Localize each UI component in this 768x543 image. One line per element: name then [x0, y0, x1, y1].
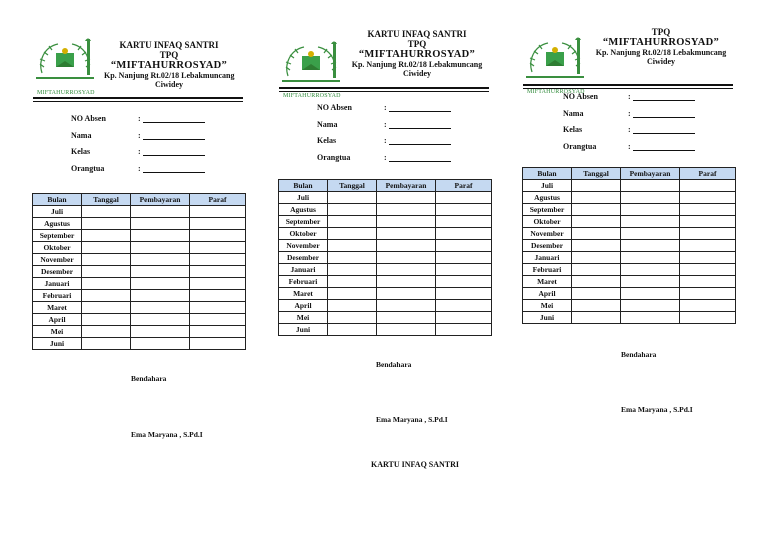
field-line[interactable]	[143, 122, 205, 123]
paraf-cell[interactable]	[680, 264, 736, 276]
col-bulan: Bulan	[279, 180, 328, 192]
pembayaran-cell[interactable]	[131, 242, 190, 254]
card-header	[348, 29, 486, 79]
table-row	[33, 290, 246, 302]
pembayaran-cell[interactable]	[621, 240, 680, 252]
paraf-cell[interactable]	[680, 240, 736, 252]
pembayaran-cell[interactable]	[131, 254, 190, 266]
table-row	[523, 228, 736, 240]
paraf-cell[interactable]	[680, 300, 736, 312]
col-paraf: Paraf	[436, 180, 492, 192]
table-row	[523, 180, 736, 192]
month-cell: Oktober	[279, 228, 328, 240]
month-cell: Juli	[279, 192, 328, 204]
field-line[interactable]	[389, 161, 451, 162]
table-row	[523, 240, 736, 252]
table-row	[279, 264, 492, 276]
table-row	[279, 216, 492, 228]
pembayaran-cell[interactable]	[377, 300, 436, 312]
tanggal-cell[interactable]	[572, 288, 621, 300]
table-row	[33, 266, 246, 278]
tanggal-cell[interactable]	[82, 314, 131, 326]
field-line[interactable]	[143, 172, 205, 173]
payment-table	[522, 167, 736, 324]
table-row	[279, 204, 492, 216]
footer-title: KARTU INFAQ SANTRI	[371, 460, 460, 469]
col-paraf: Paraf	[680, 168, 736, 180]
field-kelas: Kelas :	[71, 147, 211, 164]
paraf-cell[interactable]	[680, 252, 736, 264]
col-pembayaran: Pembayaran	[621, 168, 680, 180]
card-school-name: “MIFTAHURROSYAD”	[602, 37, 720, 49]
pembayaran-cell[interactable]	[621, 180, 680, 192]
table-row	[33, 254, 246, 266]
pembayaran-cell[interactable]	[377, 216, 436, 228]
pembayaran-cell[interactable]	[377, 192, 436, 204]
table-row	[279, 276, 492, 288]
tanggal-cell[interactable]	[572, 264, 621, 276]
card-tpq: TPQ	[159, 50, 179, 61]
month-cell: Mei	[33, 326, 82, 338]
paraf-cell[interactable]	[680, 312, 736, 324]
paraf-cell[interactable]	[436, 216, 492, 228]
paraf-cell[interactable]	[190, 254, 246, 266]
tanggal-cell[interactable]	[572, 240, 621, 252]
paraf-cell[interactable]	[190, 242, 246, 254]
tanggal-cell[interactable]	[328, 276, 377, 288]
table-row	[33, 278, 246, 290]
treasurer-title: Bendahara	[621, 350, 657, 359]
table-row	[523, 264, 736, 276]
card-header	[592, 27, 730, 67]
month-cell: November	[523, 228, 572, 240]
treasurer-name: Ema Maryana , S.Pd.I	[376, 415, 448, 424]
tanggal-cell[interactable]	[328, 216, 377, 228]
table-row	[523, 312, 736, 324]
pembayaran-cell[interactable]	[621, 276, 680, 288]
table-header-row	[279, 180, 492, 192]
tanggal-cell[interactable]	[572, 276, 621, 288]
tanggal-cell[interactable]	[572, 216, 621, 228]
month-cell: Maret	[33, 302, 82, 314]
col-pembayaran: Pembayaran	[131, 194, 190, 206]
col-bulan: Bulan	[33, 194, 82, 206]
paraf-cell[interactable]	[436, 264, 492, 276]
field-orangtua: Orangtua :	[317, 153, 457, 170]
paraf-cell[interactable]	[680, 276, 736, 288]
month-cell: Januari	[279, 264, 328, 276]
table-row	[33, 206, 246, 218]
student-fields	[317, 103, 457, 169]
paraf-cell[interactable]	[680, 192, 736, 204]
card-address: Kp. Nanjung Rt.02/18 Lebakmuncang	[595, 47, 727, 57]
month-cell: Maret	[279, 288, 328, 300]
treasurer-name: Ema Maryana , S.Pd.I	[131, 430, 203, 439]
table-row	[523, 276, 736, 288]
col-pembayaran: Pembayaran	[377, 180, 436, 192]
tanggal-cell[interactable]	[328, 324, 377, 336]
pembayaran-cell[interactable]	[131, 314, 190, 326]
pembayaran-cell[interactable]	[131, 302, 190, 314]
month-cell: Agustus	[523, 192, 572, 204]
tanggal-cell[interactable]	[328, 264, 377, 276]
paraf-cell[interactable]	[190, 326, 246, 338]
payment-table	[32, 193, 246, 350]
field-nama: Nama :	[71, 131, 211, 148]
paraf-cell[interactable]	[436, 228, 492, 240]
payment-table	[278, 179, 492, 336]
month-cell: Mei	[279, 312, 328, 324]
month-cell: November	[33, 254, 82, 266]
tanggal-cell[interactable]	[572, 228, 621, 240]
paraf-cell[interactable]	[190, 230, 246, 242]
paraf-cell[interactable]	[436, 192, 492, 204]
tanggal-cell[interactable]	[82, 242, 131, 254]
paraf-cell[interactable]	[436, 240, 492, 252]
month-cell: Juli	[33, 206, 82, 218]
field-line[interactable]	[633, 100, 695, 101]
month-cell: Februari	[33, 290, 82, 302]
field-orangtua: Orangtua :	[563, 142, 703, 159]
table-row	[33, 218, 246, 230]
card-city: Ciwidey	[155, 79, 183, 89]
table-row	[523, 252, 736, 264]
header-divider	[33, 97, 243, 102]
table-row	[279, 252, 492, 264]
header-divider	[279, 87, 489, 92]
pembayaran-cell[interactable]	[621, 288, 680, 300]
paraf-cell[interactable]	[436, 276, 492, 288]
month-cell: Agustus	[33, 218, 82, 230]
pembayaran-cell[interactable]	[621, 228, 680, 240]
month-cell: Agustus	[279, 204, 328, 216]
card-title: KARTU INFAQ SANTRI	[119, 40, 219, 50]
tanggal-cell[interactable]	[328, 252, 377, 264]
pembayaran-cell[interactable]	[377, 312, 436, 324]
tanggal-cell[interactable]	[328, 288, 377, 300]
month-cell: Januari	[523, 252, 572, 264]
field-line[interactable]	[389, 128, 451, 129]
pembayaran-cell[interactable]	[621, 204, 680, 216]
paraf-cell[interactable]	[680, 288, 736, 300]
paraf-cell[interactable]	[436, 204, 492, 216]
tanggal-cell[interactable]	[572, 300, 621, 312]
col-paraf: Paraf	[190, 194, 246, 206]
paraf-cell[interactable]	[436, 324, 492, 336]
month-cell: Juni	[33, 338, 82, 350]
card-address: Kp. Nanjung Rt.02/18 Lebakmuncang	[104, 70, 235, 80]
month-cell: Desember	[523, 240, 572, 252]
month-cell: April	[279, 300, 328, 312]
table-row	[279, 324, 492, 336]
field-nama: Nama :	[317, 120, 457, 137]
paraf-cell[interactable]	[190, 206, 246, 218]
field-line[interactable]	[143, 139, 205, 140]
table-header-row	[33, 194, 246, 206]
paraf-cell[interactable]	[190, 218, 246, 230]
tanggal-cell[interactable]	[328, 300, 377, 312]
tanggal-cell[interactable]	[82, 326, 131, 338]
month-cell: Februari	[279, 276, 328, 288]
month-cell: April	[523, 288, 572, 300]
field-nama: Nama :	[563, 109, 703, 126]
tanggal-cell[interactable]	[82, 266, 131, 278]
paraf-cell[interactable]	[190, 314, 246, 326]
field-kelas: Kelas :	[317, 136, 457, 153]
pembayaran-cell[interactable]	[377, 252, 436, 264]
month-cell: September	[33, 230, 82, 242]
field-line[interactable]	[633, 133, 695, 134]
paraf-cell[interactable]	[436, 288, 492, 300]
table-row	[33, 242, 246, 254]
paraf-cell[interactable]	[436, 300, 492, 312]
student-fields	[71, 114, 211, 180]
tanggal-cell[interactable]	[572, 204, 621, 216]
paraf-cell[interactable]	[190, 266, 246, 278]
pembayaran-cell[interactable]	[377, 228, 436, 240]
month-cell: November	[279, 240, 328, 252]
pembayaran-cell[interactable]	[377, 288, 436, 300]
card-address: Kp. Nanjung Rt.02/18 Lebakmuncang	[351, 59, 483, 69]
treasurer-name: Ema Maryana , S.Pd.I	[621, 405, 693, 414]
month-cell: Juni	[279, 324, 328, 336]
table-row	[279, 288, 492, 300]
month-cell: April	[33, 314, 82, 326]
month-cell: September	[523, 204, 572, 216]
table-row	[523, 204, 736, 216]
paraf-cell[interactable]	[190, 302, 246, 314]
tanggal-cell[interactable]	[82, 218, 131, 230]
paraf-cell[interactable]	[680, 204, 736, 216]
table-row	[523, 300, 736, 312]
field-no-absen: NO Absen :	[563, 92, 703, 109]
pembayaran-cell[interactable]	[131, 218, 190, 230]
tanggal-cell[interactable]	[82, 302, 131, 314]
table-row	[279, 300, 492, 312]
tanggal-cell[interactable]	[572, 180, 621, 192]
card-city: Ciwidey	[403, 68, 431, 78]
tanggal-cell[interactable]	[328, 240, 377, 252]
pembayaran-cell[interactable]	[377, 204, 436, 216]
pembayaran-cell[interactable]	[131, 290, 190, 302]
logo-caption: MIFTAHURROSYAD	[527, 89, 585, 95]
paraf-cell[interactable]	[436, 312, 492, 324]
paraf-cell[interactable]	[190, 278, 246, 290]
student-fields	[563, 92, 703, 158]
table-header-row	[523, 168, 736, 180]
col-tanggal: Tanggal	[82, 194, 131, 206]
field-no-absen: NO Absen :	[317, 103, 457, 120]
tanggal-cell[interactable]	[328, 312, 377, 324]
month-cell: Desember	[33, 266, 82, 278]
tanggal-cell[interactable]	[82, 254, 131, 266]
month-cell: Oktober	[33, 242, 82, 254]
tanggal-cell[interactable]	[82, 230, 131, 242]
table-row	[279, 240, 492, 252]
pembayaran-cell[interactable]	[621, 264, 680, 276]
pembayaran-cell[interactable]	[377, 240, 436, 252]
month-cell: Desember	[279, 252, 328, 264]
tanggal-cell[interactable]	[82, 206, 131, 218]
field-line[interactable]	[143, 155, 205, 156]
table-row	[523, 216, 736, 228]
school-logo-icon	[524, 36, 586, 88]
pembayaran-cell[interactable]	[131, 266, 190, 278]
pembayaran-cell[interactable]	[621, 312, 680, 324]
pembayaran-cell[interactable]	[621, 252, 680, 264]
pembayaran-cell[interactable]	[621, 300, 680, 312]
card-header	[104, 40, 234, 90]
card-city: Ciwidey	[647, 56, 675, 66]
month-cell: Februari	[523, 264, 572, 276]
field-orangtua: Orangtua :	[71, 164, 211, 181]
treasurer-title: Bendahara	[376, 360, 412, 369]
pembayaran-cell[interactable]	[131, 230, 190, 242]
table-row	[33, 230, 246, 242]
table-row	[523, 288, 736, 300]
field-line[interactable]	[389, 144, 451, 145]
paraf-cell[interactable]	[436, 252, 492, 264]
tanggal-cell[interactable]	[572, 252, 621, 264]
field-line[interactable]	[633, 117, 695, 118]
paraf-cell[interactable]	[190, 290, 246, 302]
school-logo-icon	[34, 37, 96, 89]
card-title: KARTU INFAQ SANTRI	[367, 29, 467, 39]
col-tanggal: Tanggal	[572, 168, 621, 180]
paraf-cell[interactable]	[190, 338, 246, 350]
tanggal-cell[interactable]	[328, 192, 377, 204]
card-tpq: TPQ	[651, 27, 671, 37]
logo-caption: MIFTAHURROSYAD	[37, 90, 95, 96]
paraf-cell[interactable]	[680, 216, 736, 228]
field-line[interactable]	[633, 150, 695, 151]
card-school-name: “MIFTAHURROSYAD”	[110, 60, 228, 72]
treasurer-title: Bendahara	[131, 374, 167, 383]
pembayaran-cell[interactable]	[131, 326, 190, 338]
tanggal-cell[interactable]	[82, 290, 131, 302]
table-row	[279, 192, 492, 204]
pembayaran-cell[interactable]	[621, 216, 680, 228]
table-row	[33, 302, 246, 314]
tanggal-cell[interactable]	[82, 278, 131, 290]
tanggal-cell[interactable]	[328, 228, 377, 240]
table-row	[33, 314, 246, 326]
tanggal-cell[interactable]	[328, 204, 377, 216]
table-row	[33, 338, 246, 350]
month-cell: Juli	[523, 180, 572, 192]
table-row	[279, 228, 492, 240]
field-no-absen: NO Absen :	[71, 114, 211, 131]
pembayaran-cell[interactable]	[131, 206, 190, 218]
tanggal-cell[interactable]	[82, 338, 131, 350]
table-row	[523, 192, 736, 204]
card-tpq: TPQ	[407, 39, 427, 50]
month-cell: September	[279, 216, 328, 228]
month-cell: Januari	[33, 278, 82, 290]
month-cell: Juni	[523, 312, 572, 324]
header-divider	[523, 84, 733, 89]
field-line[interactable]	[389, 111, 451, 112]
pembayaran-cell[interactable]	[131, 278, 190, 290]
col-tanggal: Tanggal	[328, 180, 377, 192]
pembayaran-cell[interactable]	[621, 192, 680, 204]
pembayaran-cell[interactable]	[377, 276, 436, 288]
pembayaran-cell[interactable]	[377, 324, 436, 336]
table-row	[33, 326, 246, 338]
tanggal-cell[interactable]	[572, 192, 621, 204]
paraf-cell[interactable]	[680, 228, 736, 240]
paraf-cell[interactable]	[680, 180, 736, 192]
pembayaran-cell[interactable]	[131, 338, 190, 350]
table-row	[279, 312, 492, 324]
pembayaran-cell[interactable]	[377, 264, 436, 276]
month-cell: Maret	[523, 276, 572, 288]
col-bulan: Bulan	[523, 168, 572, 180]
logo-caption: MIFTAHURROSYAD	[283, 93, 341, 99]
school-logo-icon	[280, 40, 342, 92]
month-cell: Mei	[523, 300, 572, 312]
month-cell: Oktober	[523, 216, 572, 228]
field-kelas: Kelas :	[563, 125, 703, 142]
card-school-name: “MIFTAHURROSYAD”	[358, 49, 476, 61]
tanggal-cell[interactable]	[572, 312, 621, 324]
